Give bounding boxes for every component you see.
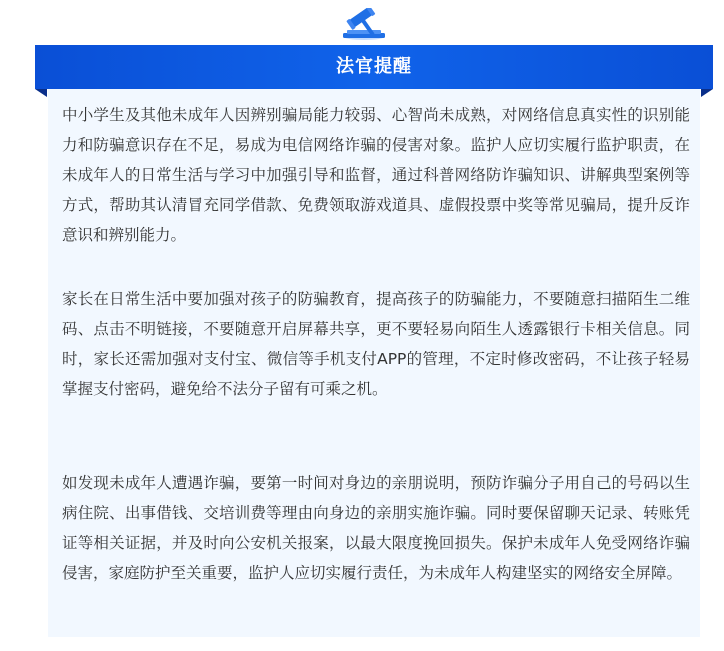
title-banner — [35, 45, 713, 89]
paragraph-2: 家长在日常生活中要加强对孩子的防骗教育，提高孩子的防骗能力，不要随意扫描陌生二维码、点击不明链接，不要随意开启屏幕共享，更不要轻易向陌生人透露银行卡相关信息。同时，家长还需加强对支付宝、微信等手机支付APP的管理，不定时修改密码，不让孩子轻易掌握支付密码，避免给不法分子留有可乘之机。 — [62, 290, 690, 398]
gavel-icon — [337, 8, 391, 42]
banner-fold-left — [35, 89, 47, 97]
banner-fold-right — [701, 89, 713, 97]
page-title: 法官提醒 — [336, 56, 412, 77]
paragraph-3: 如发现未成年人遭遇诈骗，要第一时间对身边的亲朋说明，预防诈骗分子用自己的号码以生病住院、出事借钱、交培训费等理由向身边的亲朋实施诈骗。同时要保留聊天记录、转账凭证等相关证据，并及时向公安机关报案，以最大限度挽回损失。保护未成年人免受网络诈骗侵害，家庭防护至关重要，监护人应切实履行责任，为未成年人构建坚实的网络安全屏障。 — [62, 474, 690, 582]
paragraph-1: 中小学生及其他未成年人因辨别骗局能力较弱、心智尚未成熟，对网络信息真实性的识别能力和防骗意识存在不足，易成为电信网络诈骗的侵害对象。监护人应切实履行监护职责，在未成年人的日常生活与学习中加强引导和监督，通过科普网络防诈骗知识、讲解典型案例等方式，帮助其认清冒充同学借款、免费领取游戏道具、虚假投票中奖等常见骗局，提升反诈意识和辨别能力。 — [62, 106, 690, 244]
